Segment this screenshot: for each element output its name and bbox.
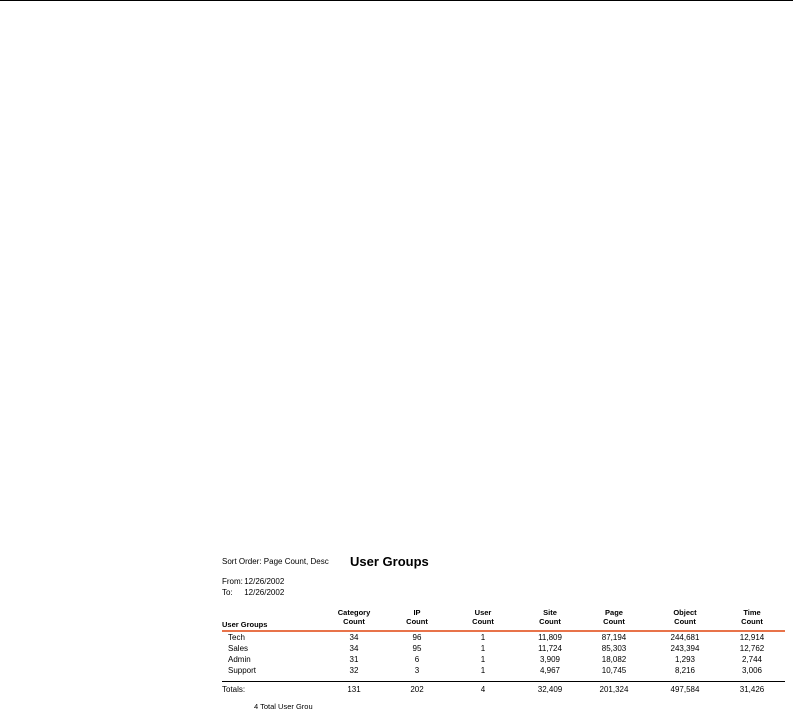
cell-ip-count: 3 [414, 666, 420, 675]
cell-object-count: 244,681 [670, 633, 700, 642]
cell-object-count: 8,216 [674, 666, 696, 675]
cell-category-count: 34 [349, 633, 359, 642]
col-header-line1: IP [413, 608, 421, 617]
col-header-line1: Object [673, 608, 697, 617]
cell-user-count: 1 [480, 655, 486, 664]
col-header-line2: Count [343, 617, 365, 626]
table-row [222, 655, 793, 665]
from-label: From: [222, 577, 243, 586]
cell-page-count: 18,082 [601, 655, 627, 664]
cell-page-count: 85,303 [601, 644, 627, 653]
total-site-count: 32,409 [537, 685, 563, 694]
col-header-user-count [464, 608, 502, 626]
total-page-count: 201,324 [599, 685, 629, 694]
cell-ip-count: 6 [414, 655, 420, 664]
totals-row [222, 685, 793, 695]
col-header-time-count [732, 608, 772, 626]
col-header-object-count [662, 608, 708, 626]
sort-order-label: Sort Order: Page Count, Desc [222, 557, 329, 566]
col-header-line2: Count [741, 617, 763, 626]
cell-category-count: 34 [349, 644, 359, 653]
col-header-line2: Count [674, 617, 696, 626]
total-category-count: 131 [347, 685, 361, 694]
col-header-line1: Time [743, 608, 761, 617]
top-page-rule [0, 0, 793, 1]
col-header-site-count [528, 608, 572, 626]
col-header-line2: Count [406, 617, 428, 626]
cell-site-count: 11,724 [538, 644, 562, 653]
table-row [222, 666, 793, 676]
cell-time-count: 12,762 [739, 644, 765, 653]
cell-ip-count: 95 [412, 644, 422, 653]
cell-site-count: 4,967 [539, 666, 561, 675]
total-object-count: 497,584 [670, 685, 700, 694]
table-row [222, 633, 793, 643]
cell-user-count: 1 [480, 633, 486, 642]
cell-site-count: 3,909 [539, 655, 561, 664]
cell-object-count: 243,394 [670, 644, 700, 653]
col-header-line2: Count [472, 617, 494, 626]
cell-user-count: 1 [480, 644, 486, 653]
from-date-row [222, 577, 284, 586]
cell-group-name: Sales [228, 644, 249, 653]
col-header-line1: User [474, 608, 492, 617]
col-header-line1: Site [543, 608, 557, 617]
cell-category-count: 31 [349, 655, 359, 664]
cell-ip-count: 96 [412, 633, 422, 642]
cell-group-name: Support [228, 666, 257, 675]
cell-time-count: 2,744 [741, 655, 763, 664]
cell-page-count: 87,194 [601, 633, 627, 642]
to-date: 12/26/2002 [244, 588, 285, 597]
total-ip-count: 202 [410, 685, 424, 694]
col-header-page-count [592, 608, 636, 626]
cell-group-name: Tech [228, 633, 245, 642]
totals-rule [222, 681, 785, 682]
to-date-row [222, 588, 284, 597]
totals-label: Totals: [222, 685, 246, 694]
cell-time-count: 12,914 [739, 633, 765, 642]
col-header-category-count [328, 608, 380, 626]
header-accent-rule [222, 630, 785, 632]
cell-group-name: Admin [228, 655, 251, 664]
cell-category-count: 32 [349, 666, 359, 675]
col-header-user-groups: User Groups [222, 620, 268, 629]
total-time-count: 31,426 [739, 685, 765, 694]
total-user-count: 4 [480, 685, 486, 694]
cell-site-count: 11,809 [538, 633, 562, 642]
col-header-ip-count [398, 608, 436, 626]
cell-page-count: 10,745 [601, 666, 627, 675]
col-header-line1: Page [605, 608, 623, 617]
from-date: 12/26/2002 [244, 577, 285, 586]
col-header-line2: Count [539, 617, 561, 626]
report-title: User Groups [350, 554, 429, 569]
to-label: To: [222, 588, 233, 597]
table-row [222, 644, 793, 654]
col-header-line1: Category [337, 608, 371, 617]
total-groups-note: 4 Total User Grou [254, 702, 313, 711]
cell-object-count: 1,293 [674, 655, 696, 664]
cell-time-count: 3,006 [741, 666, 763, 675]
col-header-line2: Count [603, 617, 625, 626]
cell-user-count: 1 [480, 666, 486, 675]
